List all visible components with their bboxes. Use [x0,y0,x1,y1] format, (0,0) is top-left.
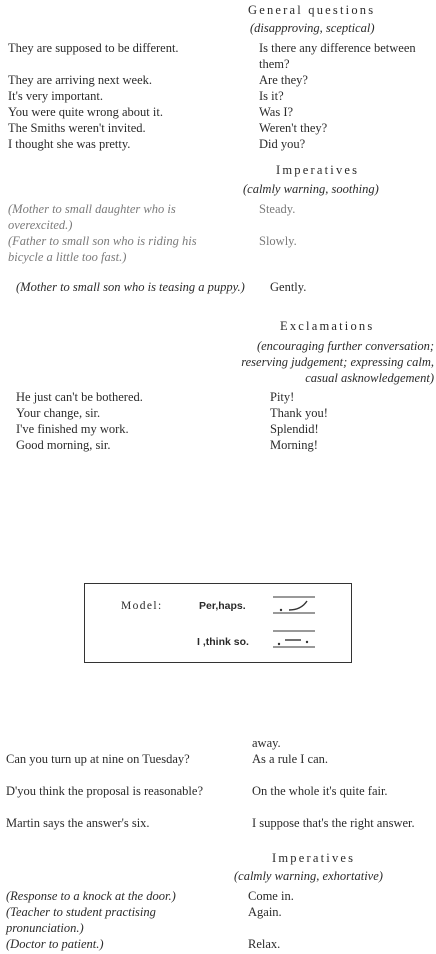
response-text: On the whole it's quite fair. [252,784,388,798]
stimulus-text: Martin says the answer's six. [6,816,150,830]
stimulus-text: D'you think the proposal is reasonable? [6,784,203,798]
response-text: Did you? [259,137,306,151]
stimulus-text: (Response to a knock at the door.) [6,889,176,903]
response-text: Splendid! [270,422,319,436]
response-text: Morning! [270,438,318,452]
model-label: Model: [121,600,163,612]
section-heading-exclamations: Exclamations [280,319,375,333]
response-text: Again. [248,905,282,919]
stimulus-text: (Mother to small daughter who is overexcited.) [8,202,176,232]
stimulus-text: Your change, sir. [16,406,101,420]
model-box [84,583,352,663]
section-heading-imperatives: Imperatives [276,163,360,177]
model-example-perhaps: Per,haps. [199,600,246,612]
response-text: Pity! [270,390,295,404]
stimulus-text: (Father to small son who is riding his bicycle a little too fast.) [8,234,197,264]
response-text: Relax. [248,937,281,951]
response-text: Was I? [259,105,294,119]
response-text: Is it? [259,89,284,103]
response-text: Weren't they? [259,121,328,135]
response-text: Is there any difference between them? [259,41,416,71]
response-text: Come in. [248,889,294,903]
stimulus-text: I've finished my work. [16,422,129,436]
intonation-contour-icon [271,627,319,651]
section-subheading: (encouraging further conversation; reserving judgement; expressing calm, casual asknowledgement) [241,339,434,385]
stimulus-text: (Mother to small son who is teasing a puppy.) [16,280,245,294]
stimulus-text: (Teacher to student practising pronunciation.) [6,905,156,935]
stimulus-text: Can you turn up at nine on Tuesday? [6,752,190,766]
section-heading-imperatives: Imperatives [272,851,356,865]
stimulus-text: They are supposed to be different. [8,41,179,55]
response-text: Slowly. [259,234,297,248]
response-text: Gently. [270,280,307,294]
response-text: Thank you! [270,406,328,420]
model-example-i-think-so: I ,think so. [197,636,249,648]
section-subheading: (calmly warning, soothing) [243,182,379,196]
response-text: Steady. [259,202,296,216]
stimulus-text: (Doctor to patient.) [6,937,104,951]
stimulus-text: I thought she was pretty. [8,137,131,151]
response-text: I suppose that's the right answer. [252,816,415,830]
continued-response-text: away. [252,736,281,750]
response-text: Are they? [259,73,308,87]
stimulus-text: The Smiths weren't invited. [8,121,146,135]
section-subheading: (disapproving, sceptical) [250,21,375,35]
intonation-contour-icon [271,593,319,617]
section-subheading: (calmly warning, exhortative) [234,869,383,883]
stimulus-text: You were quite wrong about it. [8,105,163,119]
stimulus-text: It's very important. [8,89,103,103]
stimulus-text: They are arriving next week. [8,73,153,87]
section-heading-general-questions: General questions [248,3,376,17]
response-text: As a rule I can. [252,752,329,766]
stimulus-text: Good morning, sir. [16,438,111,452]
stimulus-text: He just can't be bothered. [16,390,143,404]
